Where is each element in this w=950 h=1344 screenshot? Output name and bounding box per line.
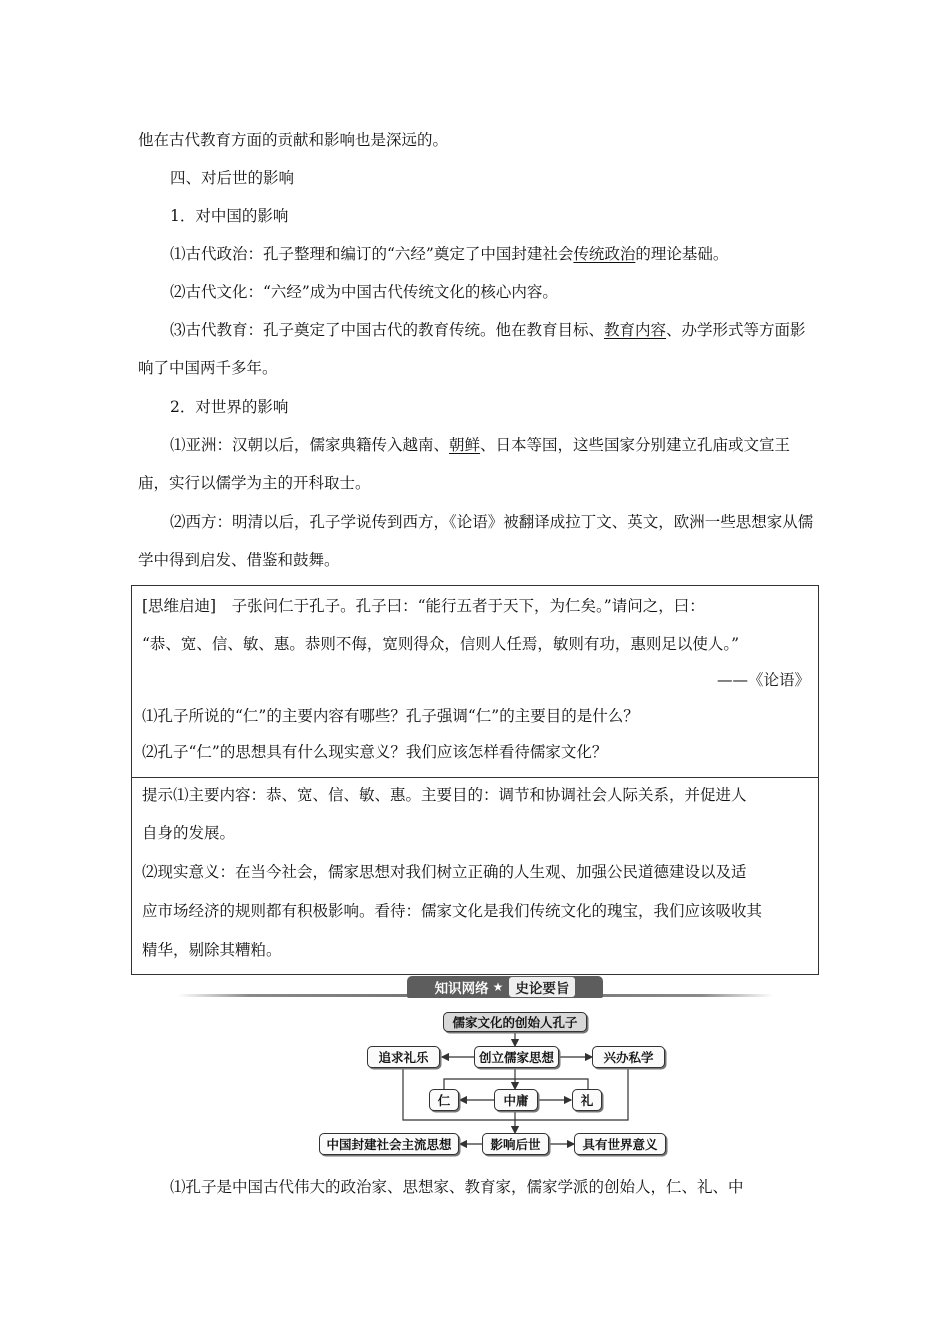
node-influence-posterity: 影响后世: [482, 1133, 549, 1155]
section-heading-influence: 四、对后世的影响: [170, 169, 295, 187]
underlined-term-education-content: 教育内容: [604, 321, 667, 339]
answer-line-2: 自身的发展。: [142, 824, 236, 842]
star-icon: ★: [492, 980, 504, 994]
node-world-significance: 具有世界意义: [574, 1133, 666, 1155]
subheading-world: 2．对世界的影响: [170, 398, 289, 416]
paragraph-asia: ⑴亚洲：汉朝以后，儒家典籍传入越南、朝鲜、日本等国，这些国家分别建立孔庙或文宣王庙，实行以儒学为主的开科取士。: [138, 436, 791, 492]
subheading-china: 1．对中国的影响: [170, 207, 289, 225]
node-pursue-rites-music: 追求礼乐: [367, 1046, 440, 1068]
quote-source: ——《论语》: [716, 671, 810, 689]
node-create-confucianism: 创立儒家思想: [474, 1046, 559, 1068]
connector-branch: [444, 1079, 588, 1089]
banner-right-label: 史论要旨: [509, 977, 575, 997]
paragraph-education: ⑶古代教育：孔子奠定了中国古代的教育传统。他在教育目标、教育内容、办学形式等方面影响了中国两千多年。: [138, 321, 806, 377]
underlined-term-korea: 朝鲜: [449, 436, 481, 454]
paragraph-culture: ⑵古代文化：“六经”成为中国古代传统文化的核心内容。: [170, 283, 558, 301]
quote-line-2: “恭、宽、信、敏、惠。恭则不侮，宽则得众，信则人任焉，敏则有功，惠则足以使人。”: [142, 635, 740, 653]
node-founder-confucius: 儒家文化的创始人孔子: [443, 1012, 587, 1032]
node-mainstream-thought: 中国封建社会主流思想: [319, 1133, 459, 1155]
intro-paragraph: 他在古代教育方面的贡献和影响也是深远的。: [138, 131, 449, 149]
node-private-schools: 兴办私学: [592, 1046, 665, 1068]
node-zhongyong: 中庸: [494, 1089, 538, 1111]
node-ren: 仁: [429, 1089, 459, 1111]
paragraph-politics: ⑴古代政治：孔子整理和编订的“六经”奠定了中国封建社会传统政治的理论基础。: [170, 245, 729, 263]
answer-line-5: 精华，剔除其糟粕。: [142, 941, 282, 959]
paragraph-west: ⑵西方：明清以后，孔子学说传到西方，《论语》被翻译成拉丁文、英文，欧洲一些思想家从儒学中得到启发、借鉴和鼓舞。: [138, 513, 814, 569]
closing-paragraph: ⑴孔子是中国古代伟大的政治家、思想家、教育家，儒家学派的创始人，仁、礼、中: [170, 1178, 744, 1196]
underlined-term-traditional-politics: 传统政治: [573, 245, 636, 263]
question-2: ⑵孔子“仁”的思想具有什么现实意义？我们应该怎样看待儒家文化？: [142, 743, 608, 761]
answer-line-4: 应市场经济的规则都有积极影响。看待：儒家文化是我们传统文化的瑰宝，我们应该吸收其: [142, 902, 763, 920]
question-1: ⑴孔子所说的“仁”的主要内容有哪些？孔子强调“仁”的主要目的是什么？: [142, 707, 639, 725]
quote-line-1: [思维启迪] 子张问仁于孔子。孔子曰：“能行五者于天下，为仁矣。”请问之，曰：: [142, 597, 705, 615]
node-li: 礼: [572, 1089, 602, 1111]
answer-line-1: 提示⑴主要内容：恭、宽、信、敏、惠。主要目的：调节和协调社会人际关系，并促进人: [142, 786, 747, 804]
answer-line-3: ⑵现实意义：在当今社会，儒家思想对我们树立正确的人生观、加强公民道德建设以及适: [142, 863, 747, 881]
banner-left-label: 知识网络: [434, 981, 489, 997]
